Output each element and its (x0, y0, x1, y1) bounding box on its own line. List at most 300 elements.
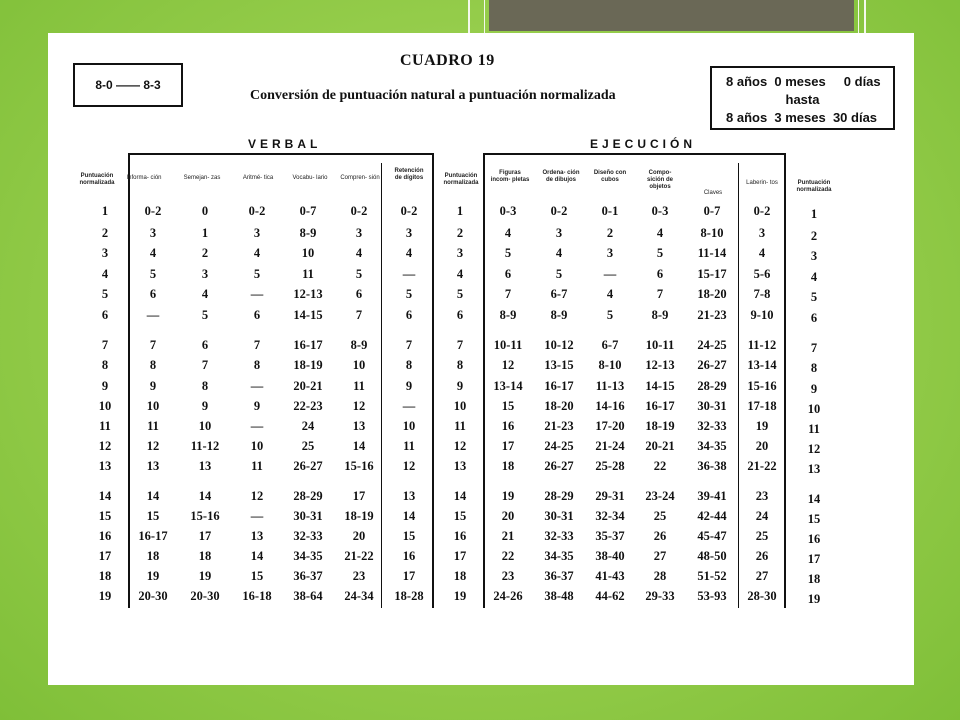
verbal-cell: — (402, 399, 416, 413)
performance-cell: 8-9 (499, 308, 517, 322)
performance-cell: 8-10 (598, 358, 622, 372)
header-verbal: Semejan- zas (183, 175, 221, 181)
verbal-cell: 10 (250, 439, 264, 453)
score-left-cell: 13 (98, 459, 112, 473)
verbal-cell: 10 (352, 358, 366, 372)
score-right-cell: 19 (807, 592, 821, 606)
verbal-cell: 13 (402, 489, 416, 503)
verbal-cell: 5 (201, 308, 209, 322)
performance-cell: 24 (755, 509, 769, 523)
performance-cell: 5-6 (753, 267, 771, 281)
performance-cell: 11-13 (595, 379, 625, 393)
verbal-cell: 18-28 (394, 589, 424, 603)
performance-cell: 0-7 (703, 204, 721, 218)
performance-cell: 26 (755, 549, 769, 563)
score-left-cell: 5 (101, 287, 109, 301)
age-range-from: 8 años 0 meses 0 días (726, 74, 881, 89)
verbal-cell: 22-23 (293, 399, 323, 413)
performance-cell: 17 (501, 439, 515, 453)
verbal-cell: 0-7 (299, 204, 317, 218)
verbal-cell: 15 (402, 529, 416, 543)
score-mid-cell: 1 (456, 204, 464, 218)
score-right-cell: 8 (810, 361, 818, 375)
age-group-box (73, 63, 183, 107)
verbal-cell: 5 (405, 287, 413, 301)
verbal-cell: 20-30 (190, 589, 220, 603)
header-performance: Diseño con cubos (593, 170, 627, 183)
performance-cell: 9-10 (750, 308, 774, 322)
score-left-cell: 2 (101, 226, 109, 240)
verbal-cell: 5 (355, 267, 363, 281)
performance-cell: 28-29 (697, 379, 727, 393)
performance-cell: 48-50 (697, 549, 727, 563)
score-right-cell: 14 (807, 492, 821, 506)
performance-cell: 35-37 (595, 529, 625, 543)
performance-cell: 14-15 (645, 379, 675, 393)
verbal-cell: 11-12 (190, 439, 220, 453)
verbal-cell: 3 (405, 226, 413, 240)
performance-cell: 36-38 (697, 459, 727, 473)
verbal-cell: 6 (253, 308, 261, 322)
performance-cell: 6-7 (550, 287, 568, 301)
verbal-cell: 16-18 (242, 589, 272, 603)
performance-cell: 45-47 (697, 529, 727, 543)
performance-cell: 24-26 (493, 589, 523, 603)
performance-cell: 15-16 (747, 379, 777, 393)
verbal-cell: 0-2 (144, 204, 162, 218)
verbal-cell: 19 (146, 569, 160, 583)
verbal-cell: 13 (146, 459, 160, 473)
table-title: CUADRO 19 (400, 52, 495, 69)
header-score-left: Puntuación normalizada (79, 173, 115, 186)
score-mid-cell: 4 (456, 267, 464, 281)
header-score-right: Puntuación normalizada (796, 180, 832, 193)
verbal-cell: 11 (302, 267, 314, 281)
performance-cell: 11-14 (697, 246, 727, 260)
verbal-cell: 16 (402, 549, 416, 563)
performance-cell: 16 (501, 419, 515, 433)
performance-cell: 39-41 (697, 489, 727, 503)
verbal-cell: 17 (402, 569, 416, 583)
section-performance-label: EJECUCIÓN (590, 137, 697, 151)
performance-cell: 4 (504, 226, 512, 240)
performance-cell: 44-62 (595, 589, 625, 603)
performance-cell: 19 (755, 419, 769, 433)
performance-cell: 51-52 (697, 569, 727, 583)
score-right-cell: 10 (807, 402, 821, 416)
verbal-cell: 24-34 (344, 589, 374, 603)
header-performance: Ordena- ción de dibujos (542, 170, 580, 183)
score-right-cell: 1 (810, 207, 818, 221)
verbal-cell: 12 (352, 399, 366, 413)
performance-cell: 38-48 (544, 589, 574, 603)
score-mid-cell: 6 (456, 308, 464, 322)
verbal-cell: 34-35 (293, 549, 323, 563)
score-right-cell: 18 (807, 572, 821, 586)
verbal-cell: 3 (253, 226, 261, 240)
slide-bottom-area (48, 645, 914, 685)
verbal-cell: 3 (201, 267, 209, 281)
score-left-cell: 12 (98, 439, 112, 453)
performance-cell: 32-34 (595, 509, 625, 523)
performance-cell: 20 (501, 509, 515, 523)
score-left-cell: 15 (98, 509, 112, 523)
verbal-cell: 8-9 (299, 226, 317, 240)
verbal-cell: 16-17 (138, 529, 168, 543)
performance-cell: 18-20 (697, 287, 727, 301)
verbal-cell: 11 (147, 419, 159, 433)
verbal-cell: 28-29 (293, 489, 323, 503)
performance-cell: 53-93 (697, 589, 727, 603)
performance-cell: 0-3 (499, 204, 517, 218)
performance-cell: 42-44 (697, 509, 727, 523)
performance-cell: 5 (606, 308, 614, 322)
header-performance: Laberin- tos (746, 180, 778, 186)
score-mid-cell: 14 (453, 489, 467, 503)
performance-cell: 36-37 (544, 569, 574, 583)
verbal-cell: 16-17 (293, 338, 323, 352)
performance-cell: 7 (504, 287, 512, 301)
score-mid-cell: 7 (456, 338, 464, 352)
verbal-cell: 11 (251, 459, 263, 473)
performance-cell: 3 (555, 226, 563, 240)
verbal-cell: 14 (146, 489, 160, 503)
score-right-cell: 7 (810, 341, 818, 355)
score-left-cell: 1 (101, 204, 109, 218)
performance-cell: 10-11 (645, 338, 675, 352)
performance-cell: 20 (755, 439, 769, 453)
score-mid-cell: 16 (453, 529, 467, 543)
verbal-cell: 20-21 (293, 379, 323, 393)
verbal-cell: 6 (201, 338, 209, 352)
performance-cell: 38-40 (595, 549, 625, 563)
age-range-middle: hasta (785, 92, 820, 107)
verbal-cell: 17 (198, 529, 212, 543)
decorative-title-block (489, 0, 854, 31)
performance-cell: 17-18 (747, 399, 777, 413)
verbal-cell: 17 (352, 489, 366, 503)
performance-cell: 22 (653, 459, 667, 473)
score-right-cell: 9 (810, 382, 818, 396)
verbal-cell: 38-64 (293, 589, 323, 603)
verbal-cell: 9 (149, 379, 157, 393)
verbal-cell: 9 (405, 379, 413, 393)
performance-cell: 5 (656, 246, 664, 260)
performance-cell: 21-24 (595, 439, 625, 453)
verbal-cell: 4 (149, 246, 157, 260)
score-mid-cell: 17 (453, 549, 467, 563)
verbal-cell: 32-33 (293, 529, 323, 543)
score-mid-cell: 2 (456, 226, 464, 240)
performance-cell: 34-35 (697, 439, 727, 453)
verbal-cell: 8-9 (350, 338, 368, 352)
verbal-cell: 6 (149, 287, 157, 301)
score-right-cell: 11 (808, 422, 820, 436)
performance-cell: 21-23 (544, 419, 574, 433)
score-right-cell: 12 (807, 442, 821, 456)
verbal-cell: — (250, 287, 264, 301)
performance-cell: 5 (555, 267, 563, 281)
score-mid-cell: 13 (453, 459, 467, 473)
performance-cell: 6 (504, 267, 512, 281)
verbal-cell: 4 (253, 246, 261, 260)
verbal-cell: 8 (405, 358, 413, 372)
verbal-cell: 12 (146, 439, 160, 453)
performance-cell: 16-17 (645, 399, 675, 413)
verbal-cell: 23 (352, 569, 366, 583)
verbal-cell: 10 (301, 246, 315, 260)
performance-cell: 7 (656, 287, 664, 301)
verbal-cell: 15 (146, 509, 160, 523)
score-right-cell: 13 (807, 462, 821, 476)
verbal-cell: 10 (198, 419, 212, 433)
performance-cell: 34-35 (544, 549, 574, 563)
score-right-cell: 6 (810, 311, 818, 325)
performance-cell: 4 (555, 246, 563, 260)
verbal-cell: 36-37 (293, 569, 323, 583)
performance-cell: 21-23 (697, 308, 727, 322)
verbal-cell: 11 (353, 379, 365, 393)
performance-cell: 6 (656, 267, 664, 281)
verbal-cell: 0-2 (350, 204, 368, 218)
performance-cell: — (603, 267, 617, 281)
performance-cell: 13-15 (544, 358, 574, 372)
performance-cell: 4 (758, 246, 766, 260)
performance-cell: 24-25 (544, 439, 574, 453)
header-verbal: Aritmé- tica (242, 175, 274, 181)
performance-cell: 2 (606, 226, 614, 240)
header-score-mid: Puntuación normalizada (443, 173, 479, 186)
verbal-cell: 25 (301, 439, 315, 453)
performance-cell: 8-9 (651, 308, 669, 322)
header-verbal: Compren- sión (340, 175, 380, 181)
age-group-label: 8-0 —— 8-3 (95, 78, 161, 92)
verbal-cell: — (402, 267, 416, 281)
performance-cell: 22 (501, 549, 515, 563)
performance-cell: 10-12 (544, 338, 574, 352)
performance-cell: 19 (501, 489, 515, 503)
score-left-cell: 7 (101, 338, 109, 352)
verbal-cell: 2 (201, 246, 209, 260)
verbal-cell: 7 (201, 358, 209, 372)
verbal-cell: 18-19 (344, 509, 374, 523)
verbal-cell: 10 (402, 419, 416, 433)
performance-cell: 21-22 (747, 459, 777, 473)
score-left-cell: 4 (101, 267, 109, 281)
table-subtitle: Conversión de puntuación natural a puntuación normalizada (250, 88, 616, 103)
verbal-bracket-top (128, 153, 433, 155)
age-range-box (710, 66, 895, 130)
verbal-cell: 20-30 (138, 589, 168, 603)
performance-cell: 14-16 (595, 399, 625, 413)
performance-cell: 3 (606, 246, 614, 260)
score-right-cell: 3 (810, 249, 818, 263)
score-left-cell: 14 (98, 489, 112, 503)
performance-cell: 10-11 (493, 338, 523, 352)
verbal-cell: 18-19 (293, 358, 323, 372)
verbal-cell: 13 (250, 529, 264, 543)
header-performance: Figuras incom- pletas (490, 170, 530, 183)
performance-cell: 24-25 (697, 338, 727, 352)
header-verbal: Retención de dígitos (394, 168, 424, 181)
performance-cell: 15-17 (697, 267, 727, 281)
verbal-cell: 15-16 (344, 459, 374, 473)
verbal-cell: — (146, 308, 160, 322)
verbal-cell: 20 (352, 529, 366, 543)
performance-cell: 28 (653, 569, 667, 583)
age-range-to: 8 años 3 meses 30 días (726, 110, 878, 125)
performance-cell: 18-20 (544, 399, 574, 413)
verbal-cell: 30-31 (293, 509, 323, 523)
score-right-cell: 2 (810, 229, 818, 243)
performance-cell: 8-9 (550, 308, 568, 322)
performance-cell: 7-8 (753, 287, 771, 301)
score-mid-cell: 8 (456, 358, 464, 372)
verbal-cell: 12-13 (293, 287, 323, 301)
verbal-cell: 14 (250, 549, 264, 563)
performance-cell: 26-27 (544, 459, 574, 473)
verbal-cell: 21-22 (344, 549, 374, 563)
verbal-cell: 7 (405, 338, 413, 352)
score-left-cell: 16 (98, 529, 112, 543)
score-left-cell: 3 (101, 246, 109, 260)
performance-cell: 11-12 (747, 338, 777, 352)
score-left-cell: 6 (101, 308, 109, 322)
header-verbal: Vocabu- lario (292, 175, 328, 181)
performance-cell: 30-31 (544, 509, 574, 523)
score-left-cell: 11 (99, 419, 111, 433)
performance-cell: 4 (606, 287, 614, 301)
verbal-cell: 7 (355, 308, 363, 322)
score-left-cell: 18 (98, 569, 112, 583)
score-left-cell: 9 (101, 379, 109, 393)
performance-cell: 15 (501, 399, 515, 413)
performance-cell: 28-29 (544, 489, 574, 503)
score-left-cell: 10 (98, 399, 112, 413)
performance-cell: 26-27 (697, 358, 727, 372)
performance-cell: 12-13 (645, 358, 675, 372)
performance-cell: 13-14 (493, 379, 523, 393)
header-performance: Claves (703, 190, 723, 196)
performance-cell: 18-19 (645, 419, 675, 433)
verbal-cell: 15-16 (190, 509, 220, 523)
verbal-cell: 12 (402, 459, 416, 473)
performance-cell: 6-7 (601, 338, 619, 352)
verbal-cell: 15 (250, 569, 264, 583)
performance-cell: 25 (755, 529, 769, 543)
score-mid-cell: 19 (453, 589, 467, 603)
verbal-cell: 5 (149, 267, 157, 281)
performance-cell: 25 (653, 509, 667, 523)
verbal-cell: 11 (403, 439, 415, 453)
performance-cell: 29-33 (645, 589, 675, 603)
performance-cell: 23 (501, 569, 515, 583)
performance-cell: 23-24 (645, 489, 675, 503)
decorative-line (864, 0, 866, 36)
verbal-cell: 0-2 (400, 204, 418, 218)
performance-cell: 3 (758, 226, 766, 240)
score-right-cell: 4 (810, 270, 818, 284)
verbal-cell: 3 (355, 226, 363, 240)
score-mid-cell: 10 (453, 399, 467, 413)
verbal-cell: 1 (201, 226, 209, 240)
verbal-cell: 4 (355, 246, 363, 260)
verbal-cell: 4 (405, 246, 413, 260)
performance-cell: 41-43 (595, 569, 625, 583)
performance-cell: 20-21 (645, 439, 675, 453)
verbal-cell: 14-15 (293, 308, 323, 322)
verbal-cell: 14 (402, 509, 416, 523)
performance-cell: 0-1 (601, 204, 619, 218)
verbal-cell: 7 (253, 338, 261, 352)
performance-bracket-top (483, 153, 786, 155)
performance-cell: 0-2 (550, 204, 568, 218)
performance-cell: 28-30 (747, 589, 777, 603)
performance-cell: 17-20 (595, 419, 625, 433)
performance-cell: 4 (656, 226, 664, 240)
verbal-cell: 8 (253, 358, 261, 372)
verbal-cell: 6 (405, 308, 413, 322)
verbal-cell: 9 (253, 399, 261, 413)
verbal-cell: 18 (146, 549, 160, 563)
verbal-cell: 8 (149, 358, 157, 372)
verbal-cell: 12 (250, 489, 264, 503)
verbal-cell: — (250, 379, 264, 393)
performance-cell: 8-10 (700, 226, 724, 240)
verbal-cell: — (250, 419, 264, 433)
performance-cell: 5 (504, 246, 512, 260)
verbal-cell: 6 (355, 287, 363, 301)
score-right-cell: 15 (807, 512, 821, 526)
verbal-cell: 0-2 (248, 204, 266, 218)
verbal-cell: 9 (201, 399, 209, 413)
section-verbal-label: VERBAL (248, 137, 322, 151)
score-right-cell: 17 (807, 552, 821, 566)
score-mid-cell: 15 (453, 509, 467, 523)
performance-cell: 27 (755, 569, 769, 583)
performance-cell: 16-17 (544, 379, 574, 393)
score-mid-cell: 11 (454, 419, 466, 433)
performance-cell: 32-33 (697, 419, 727, 433)
verbal-cell: 8 (201, 379, 209, 393)
performance-cell: 26 (653, 529, 667, 543)
score-mid-cell: 18 (453, 569, 467, 583)
performance-cell: 23 (755, 489, 769, 503)
verbal-cell: 19 (198, 569, 212, 583)
score-mid-cell: 5 (456, 287, 464, 301)
verbal-cell: 24 (301, 419, 315, 433)
score-mid-cell: 3 (456, 246, 464, 260)
performance-cell: 25-28 (595, 459, 625, 473)
score-left-cell: 19 (98, 589, 112, 603)
verbal-cell: 18 (198, 549, 212, 563)
verbal-cell: 0 (201, 204, 209, 218)
verbal-cell: 7 (149, 338, 157, 352)
performance-cell: 27 (653, 549, 667, 563)
verbal-cell: 13 (352, 419, 366, 433)
score-right-cell: 5 (810, 290, 818, 304)
performance-cell: 30-31 (697, 399, 727, 413)
verbal-cell: 26-27 (293, 459, 323, 473)
header-verbal: Informa- ción (126, 175, 162, 181)
verbal-cell: 5 (253, 267, 261, 281)
header-performance: Compo- sición de objetos (646, 170, 673, 190)
verbal-cell: 10 (146, 399, 160, 413)
verbal-cell: 4 (201, 287, 209, 301)
performance-cell: 29-31 (595, 489, 625, 503)
score-left-cell: 17 (98, 549, 112, 563)
score-left-cell: 8 (101, 358, 109, 372)
